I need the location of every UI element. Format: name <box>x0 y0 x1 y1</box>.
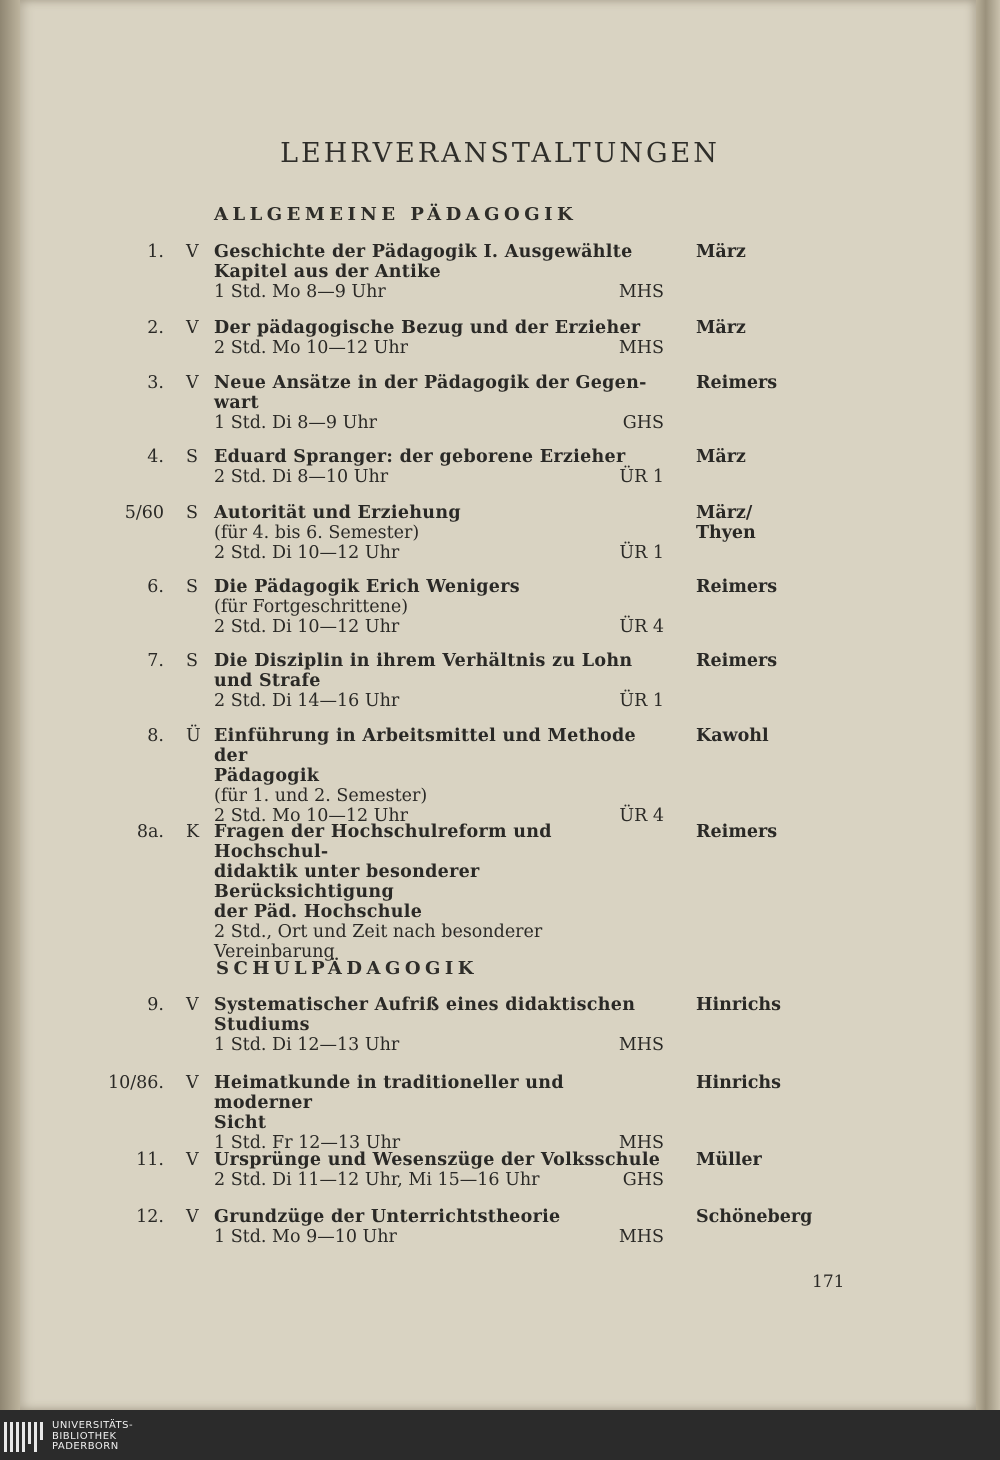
section-heading-allgemeine: ALLGEMEINE PÄDAGOGIK <box>214 204 578 225</box>
course-info-line: 2 Std. Di 10—12 Uhr ÜR 4 <box>214 617 664 637</box>
course-type: V <box>186 1207 199 1227</box>
course-body <box>214 577 664 637</box>
course-room: GHS <box>622 1170 664 1190</box>
course-title-line: Neue Ansätze in der Pädagogik der Gegen- <box>214 373 647 393</box>
course-lecturer: Hinrichs <box>696 995 782 1015</box>
course-title-line: Systematischer Aufriß eines didaktischen <box>214 995 636 1015</box>
course-body <box>214 242 664 302</box>
course-number: 12. <box>136 1207 164 1227</box>
course-room: ÜR 1 <box>619 467 664 487</box>
course-body <box>214 1150 664 1190</box>
course-room: GHS <box>622 413 664 433</box>
course-body <box>214 1073 664 1153</box>
course-number: 5/60 <box>124 503 164 523</box>
course-title-line: Heimatkunde in traditioneller und moderner <box>214 1073 564 1113</box>
course-info-line: 2 Std. Di 10—12 Uhr ÜR 1 <box>214 543 664 563</box>
page-title: LEHRVERANSTALTUNGEN <box>280 138 720 169</box>
course-type: V <box>186 242 199 262</box>
course-lecturer: Reimers <box>696 822 778 842</box>
book-spine <box>0 0 20 1410</box>
course-lecturer: Hinrichs <box>696 1073 782 1093</box>
course-info-line: 2 Std. Di 14—16 Uhr ÜR 1 <box>214 691 664 711</box>
course-title-line: Kapitel aus der Antike <box>214 262 441 282</box>
course-info-line: 2 Std. Mo 10—12 Uhr MHS <box>214 338 664 358</box>
course-number: 6. <box>147 577 164 597</box>
course-number: 3. <box>147 373 164 393</box>
course-room: ÜR 4 <box>619 806 664 826</box>
course-info-line: Vereinbarung <box>214 942 335 962</box>
course-type: V <box>186 1073 199 1093</box>
course-body <box>214 373 664 433</box>
course-title-line: Pädagogik <box>214 766 320 786</box>
course-info-line: 1 Std. Mo 9—10 Uhr MHS <box>214 1227 664 1247</box>
course-room: ÜR 4 <box>619 617 664 637</box>
library-footer <box>0 1410 1000 1460</box>
course-number: 2. <box>147 318 164 338</box>
course-number: 7. <box>147 651 164 671</box>
course-info-line: 2 Std. Di 8—10 Uhr ÜR 1 <box>214 467 664 487</box>
course-body <box>214 822 664 962</box>
course-lecturer: Reimers <box>696 373 778 393</box>
page-edge <box>976 0 1000 1410</box>
course-body <box>214 503 664 563</box>
course-type: S <box>186 577 198 597</box>
course-info-line: 2 Std. Mo 10—12 Uhr ÜR 4 <box>214 806 664 826</box>
course-type: S <box>186 651 198 671</box>
course-title-line: Geschichte der Pädagogik I. Ausgewählte <box>214 242 633 262</box>
course-info-line: (für 1. und 2. Semester) <box>214 786 428 806</box>
library-logo-text: UNIVERSITÄTS- BIBLIOTHEK PADERBORN <box>52 1420 134 1452</box>
course-info-line: 1 Std. Mo 8—9 Uhr MHS <box>214 282 664 302</box>
course-title-line: Die Pädagogik Erich Wenigers <box>214 577 520 597</box>
course-type: S <box>186 503 198 523</box>
course-number: 10/86. <box>108 1073 164 1093</box>
course-lecturer: Reimers <box>696 651 778 671</box>
course-info-line: 1 Std. Di 8—9 Uhr GHS <box>214 413 664 433</box>
course-number: 9. <box>147 995 164 1015</box>
course-title-line: und Strafe <box>214 671 321 691</box>
course-title-line: Studiums <box>214 1015 310 1035</box>
course-info-line: (für Fortgeschrittene) <box>214 597 409 617</box>
course-room: MHS <box>618 338 664 358</box>
course-info-line: (für 4. bis 6. Semester) <box>214 523 420 543</box>
course-lecturer: Kawohl <box>696 726 769 746</box>
course-title-line: Eduard Spranger: der geborene Erzieher <box>214 447 626 467</box>
course-title-line: Fragen der Hochschulreform und Hochschul- <box>214 822 552 862</box>
course-lecturer: März <box>696 447 746 467</box>
course-lecturer: März <box>696 318 746 338</box>
course-lecturer: März/ Thyen <box>696 503 756 543</box>
course-body <box>214 1207 664 1247</box>
course-lecturer: Schöneberg <box>696 1207 813 1227</box>
course-number: 11. <box>136 1150 164 1170</box>
course-lecturer: März <box>696 242 746 262</box>
library-logo-icon <box>4 1422 44 1454</box>
course-room: ÜR 1 <box>619 543 664 563</box>
course-type: V <box>186 318 199 338</box>
course-type: S <box>186 447 198 467</box>
page-number: 171 <box>812 1272 845 1292</box>
course-number: 1. <box>147 242 164 262</box>
course-room: MHS <box>618 1035 664 1055</box>
course-title-line: Ursprünge und Wesenszüge der Volksschule <box>214 1150 661 1170</box>
course-room: MHS <box>618 1227 664 1247</box>
course-type: V <box>186 995 199 1015</box>
course-title-line: Sicht <box>214 1113 267 1133</box>
course-title-line: Die Disziplin in ihrem Verhältnis zu Lohn <box>214 651 633 671</box>
course-room: MHS <box>618 1133 664 1153</box>
course-body <box>214 995 664 1055</box>
course-info-line: 2 Std. Di 11—12 Uhr, Mi 15—16 Uhr GHS <box>214 1170 664 1190</box>
course-title-line: wart <box>214 393 259 413</box>
course-title-line: didaktik unter besonderer Berücksichtigung <box>214 862 480 902</box>
course-type: V <box>186 373 199 393</box>
course-body <box>214 318 664 358</box>
course-info-line: 1 Std. Fr 12—13 Uhr MHS <box>214 1133 664 1153</box>
course-title-line: Autorität und Erziehung <box>214 503 461 523</box>
course-title-line: Einführung in Arbeitsmittel und Methode der <box>214 726 636 766</box>
course-info-line: 1 Std. Di 12—13 Uhr MHS <box>214 1035 664 1055</box>
course-body <box>214 651 664 711</box>
section-heading-schul: SCHULPÄDAGOGIK <box>216 958 478 979</box>
course-lecturer: Reimers <box>696 577 778 597</box>
course-type: V <box>186 1150 199 1170</box>
course-title-line: der Päd. Hochschule <box>214 902 423 922</box>
course-type: K <box>186 822 200 842</box>
course-room: ÜR 1 <box>619 691 664 711</box>
course-info-line: 2 Std., Ort und Zeit nach besonderer <box>214 922 543 942</box>
course-body <box>214 726 664 826</box>
course-body <box>214 447 664 487</box>
course-number: 8a. <box>136 822 164 842</box>
course-title-line: Grundzüge der Unterrichtstheorie <box>214 1207 561 1227</box>
course-type: Ü <box>186 726 201 746</box>
course-lecturer: Müller <box>696 1150 762 1170</box>
course-title-line: Der pädagogische Bezug und der Erzieher <box>214 318 641 338</box>
course-number: 4. <box>147 447 164 467</box>
course-number: 8. <box>147 726 164 746</box>
course-room: MHS <box>618 282 664 302</box>
